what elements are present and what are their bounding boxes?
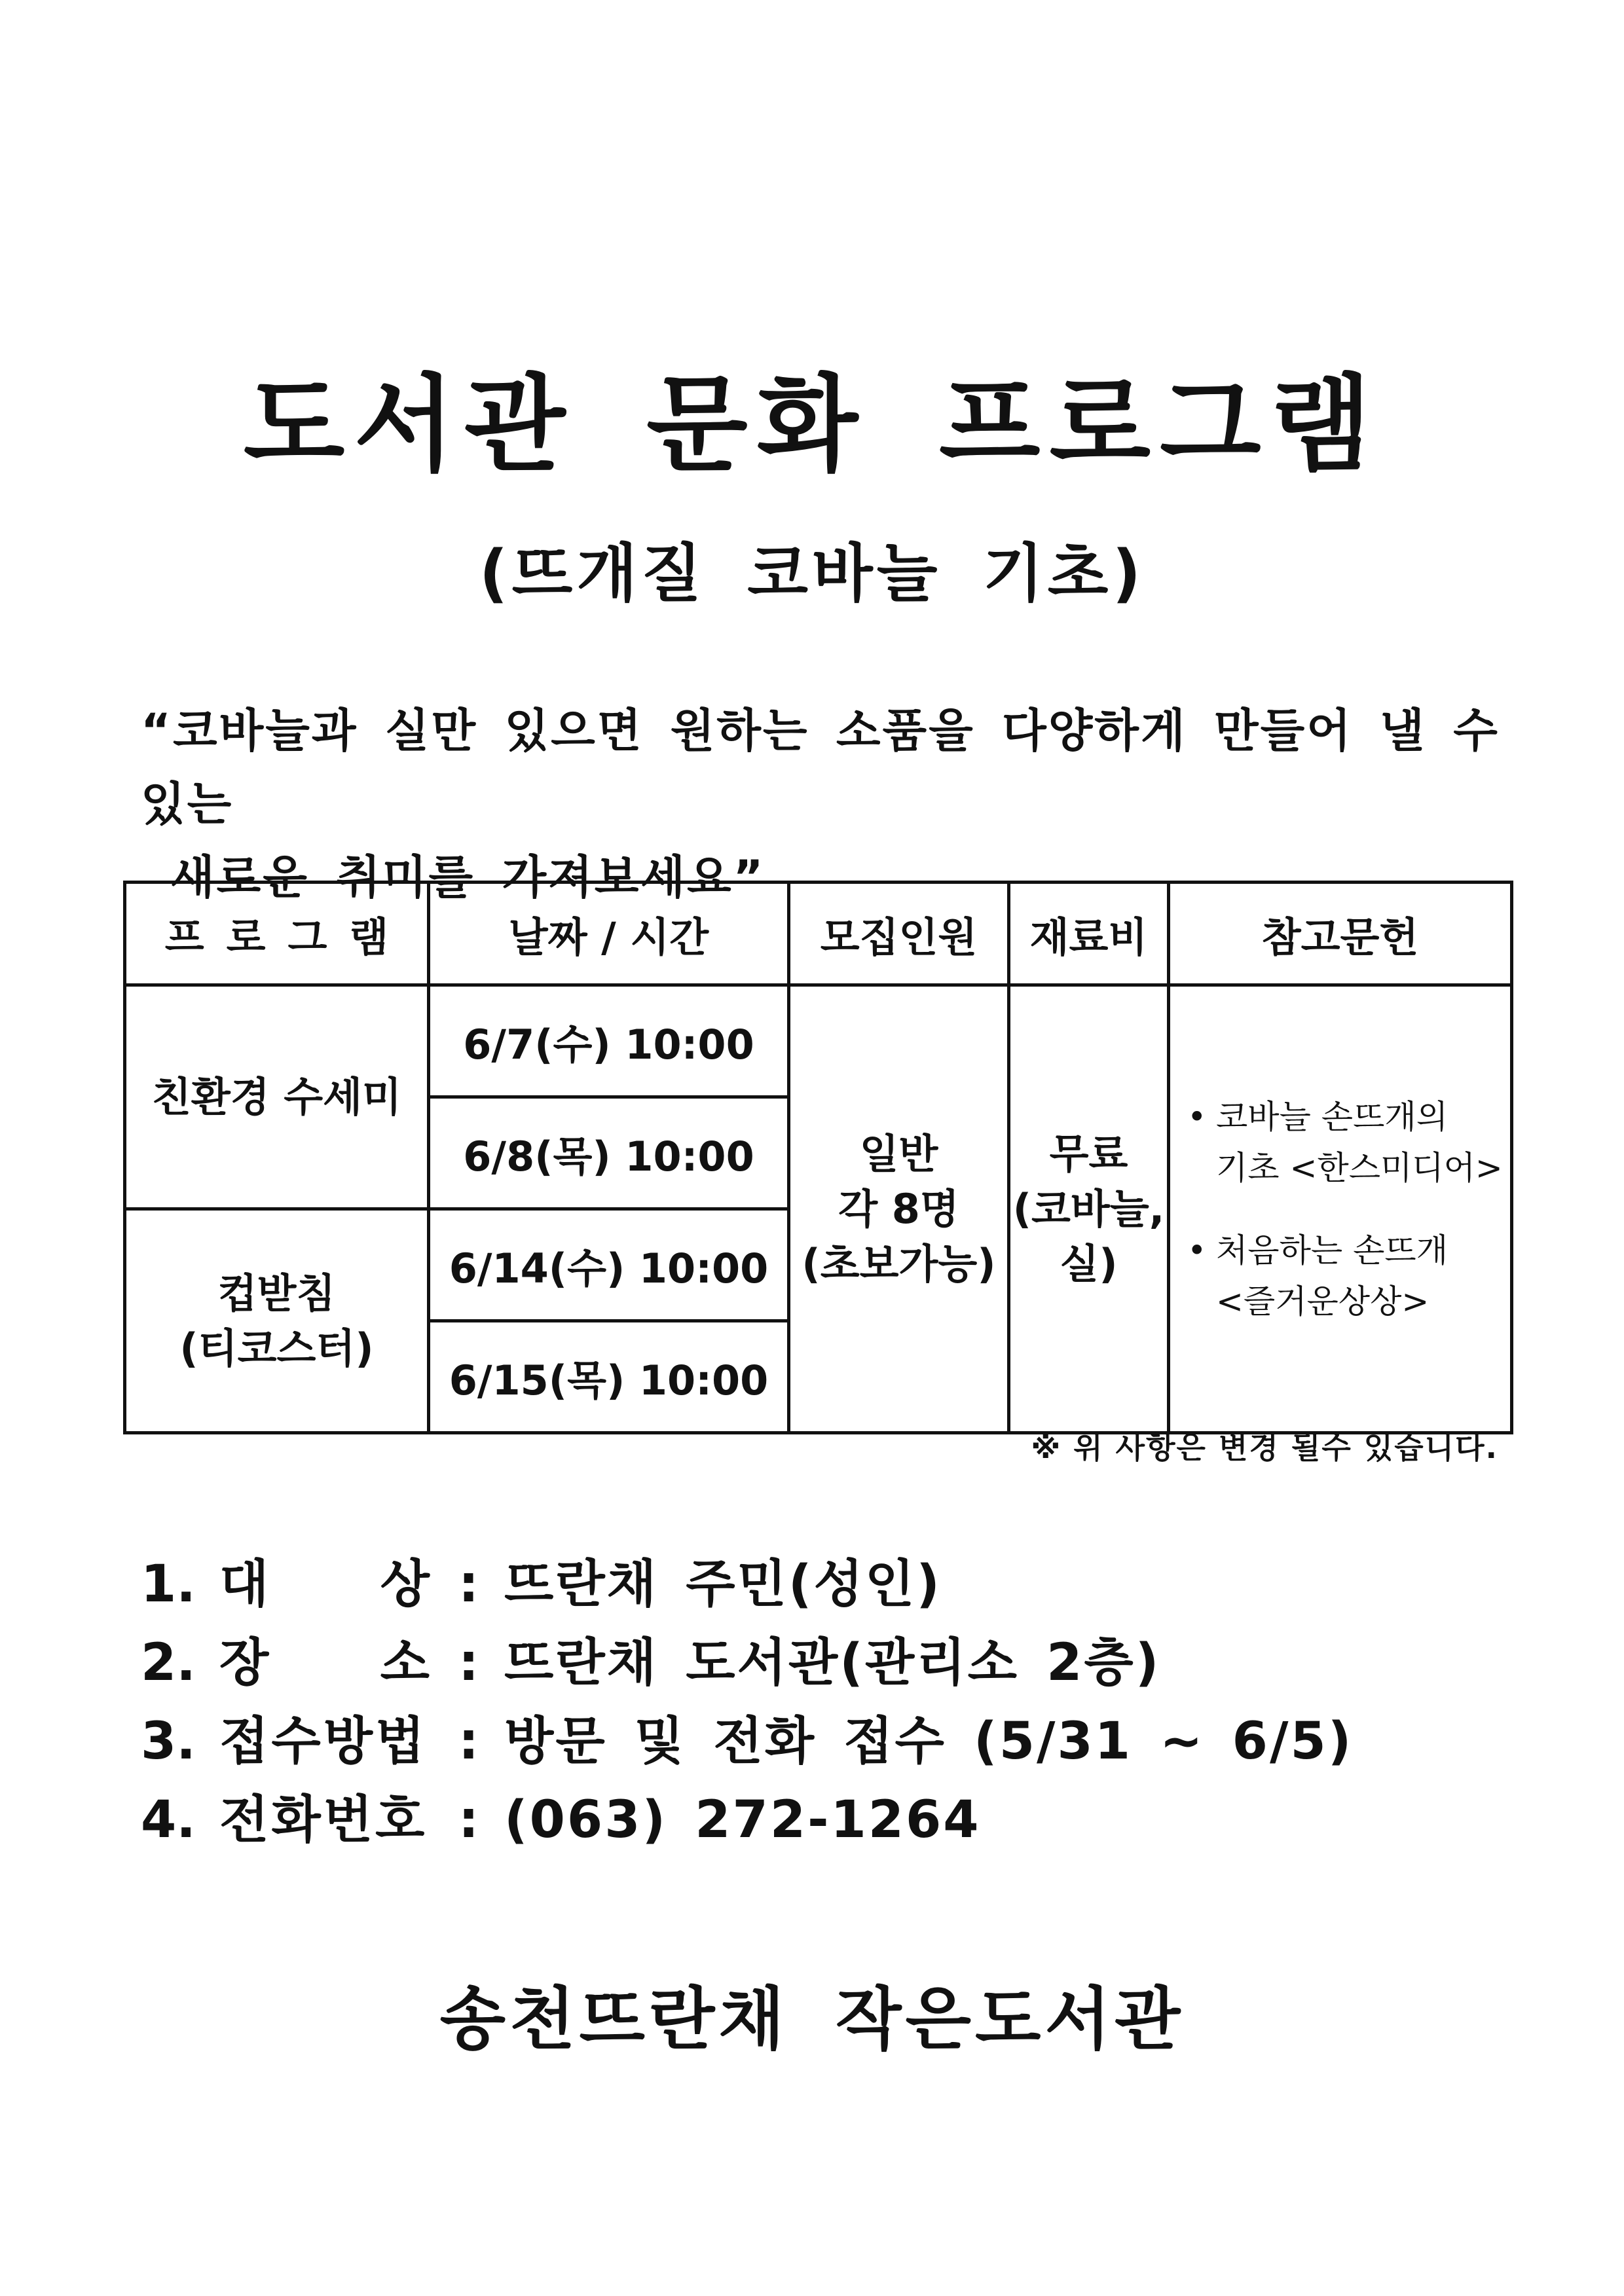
capacity-line: (초보가능) xyxy=(802,1239,996,1288)
reference-line: 처음하는 손뜨개 xyxy=(1216,1231,1448,1269)
program-name-sub: (티코스터) xyxy=(179,1324,374,1372)
item-value: (063) 272-1264 xyxy=(504,1791,981,1850)
quote-line-2: 새로운 취미를 가져보세요” xyxy=(170,850,766,904)
capacity-line: 일반 xyxy=(859,1129,938,1178)
session-datetime: 6/7(수) 10:00 xyxy=(429,985,789,1097)
program-table xyxy=(123,881,1513,1434)
page-title: 도서관 문화 프로그램 xyxy=(243,363,1381,486)
header-capacity: 모집인원 xyxy=(789,883,1009,985)
item-label: 대 상 xyxy=(219,1555,432,1614)
program-name-cell xyxy=(125,1209,429,1433)
capacity-line: 각 8명 xyxy=(838,1184,959,1233)
item-value: 방문 및 전화 접수 (5/31 ~ 6/5) xyxy=(504,1712,1354,1771)
item-number: 2. xyxy=(141,1633,196,1692)
item-number: 3. xyxy=(141,1712,196,1771)
reference-item xyxy=(1187,1225,1510,1327)
fee-line: 실) xyxy=(1060,1239,1118,1288)
fee-line: 무료 xyxy=(1049,1129,1128,1178)
change-notice: ※ 위 사항은 변경 될수 있습니다. xyxy=(1031,1430,1498,1465)
program-name: 친환경 수세미 xyxy=(152,1072,401,1121)
item-separator: : xyxy=(458,1555,479,1614)
header-references: 참고문헌 xyxy=(1169,883,1512,985)
program-name-cell xyxy=(125,985,429,1209)
item-label: 전화번호 xyxy=(219,1791,428,1850)
header-program: 프로그램 xyxy=(125,883,429,985)
item-separator: : xyxy=(458,1633,479,1692)
header-datetime: 날짜 / 시간 xyxy=(429,883,789,985)
info-list xyxy=(141,1545,1516,1859)
references-cell xyxy=(1169,985,1512,1433)
session-datetime: 6/15(목) 10:00 xyxy=(429,1321,789,1433)
item-value: 뜨란채 도서관(관리소 2층) xyxy=(504,1633,1161,1692)
list-item xyxy=(141,1781,1516,1859)
reference-line: <즐거운상상> xyxy=(1216,1282,1430,1321)
item-number: 1. xyxy=(141,1555,196,1614)
list-item xyxy=(141,1624,1516,1702)
session-datetime: 6/14(수) 10:00 xyxy=(429,1209,789,1321)
fee-cell xyxy=(1009,985,1169,1433)
bullet-icon: • xyxy=(1187,1231,1207,1269)
list-item xyxy=(141,1702,1516,1781)
session-datetime: 6/8(목) 10:00 xyxy=(429,1097,789,1209)
reference-line: 기초 <한스미디어> xyxy=(1216,1148,1503,1187)
reference-item xyxy=(1187,1091,1510,1194)
quote-line-1: “코바늘과 실만 있으면 원하는 소품을 다양하게 만들어 낼 수 있는 xyxy=(141,704,1500,831)
header-fee: 재료비 xyxy=(1009,883,1169,985)
page-subtitle: (뜨개질 코바늘 기초) xyxy=(479,537,1145,610)
library-name-footer: 송천뜨란채 작은도서관 xyxy=(439,1979,1185,2059)
item-value: 뜨란채 주민(성인) xyxy=(504,1555,942,1614)
item-label: 장 소 xyxy=(219,1633,432,1692)
list-item xyxy=(141,1545,1516,1624)
reference-line: 코바늘 손뜨개의 xyxy=(1216,1097,1448,1136)
item-label: 접수방법 xyxy=(219,1712,428,1771)
fee-line: (코바늘, xyxy=(1012,1184,1165,1233)
table-row xyxy=(125,985,1512,1097)
item-number: 4. xyxy=(141,1791,196,1850)
capacity-cell xyxy=(789,985,1009,1433)
program-name: 컵받침 xyxy=(217,1269,336,1317)
table-header-row xyxy=(125,883,1512,985)
item-separator: : xyxy=(458,1791,479,1850)
bullet-icon: • xyxy=(1187,1097,1207,1136)
item-separator: : xyxy=(458,1712,479,1771)
